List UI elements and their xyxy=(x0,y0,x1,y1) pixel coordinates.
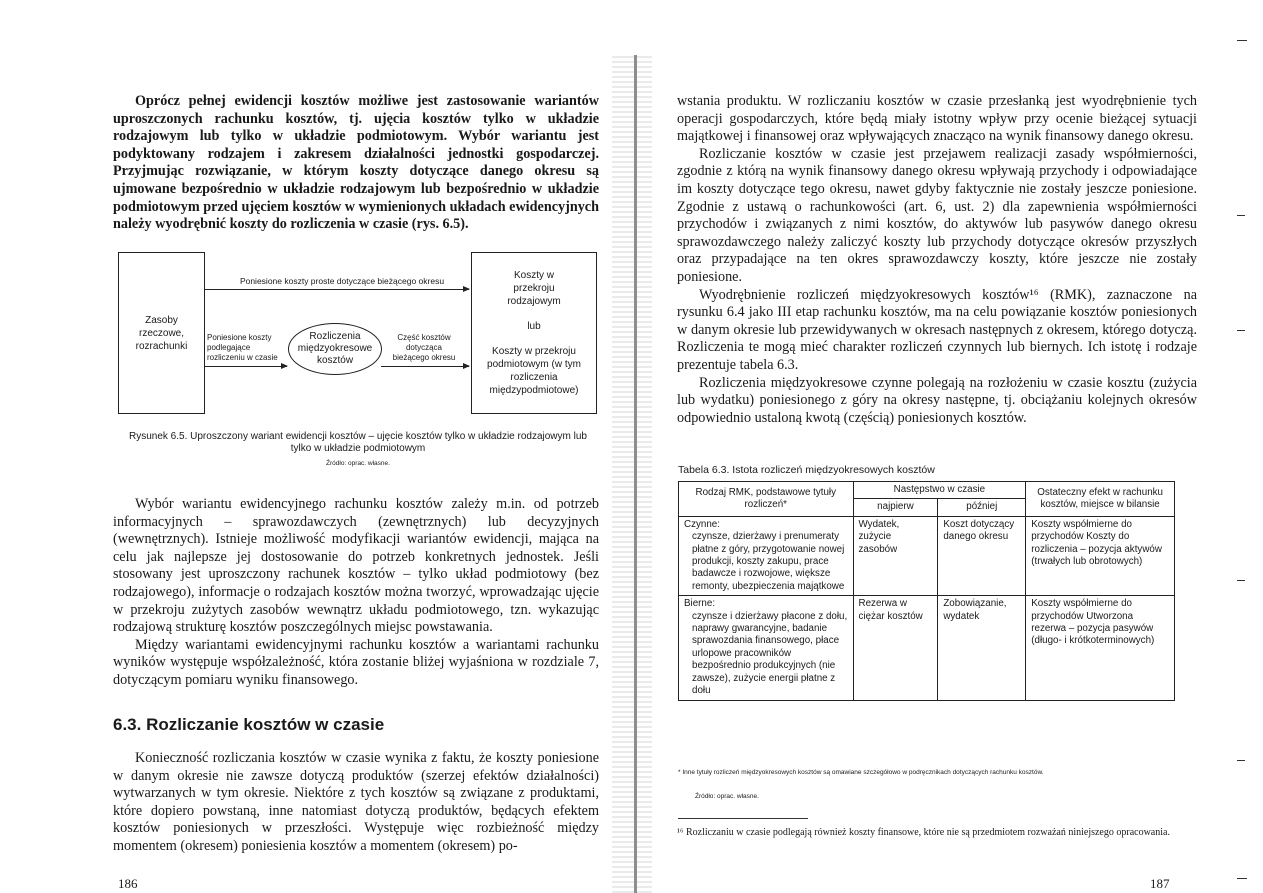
intro-paragraph: Oprócz pełnej ewidencji kosztów możliwe jest zastosowanie wariantów uproszczonych rachunku kosztów, tj. ujęcia kosztów tylko w układzie rodzajowym lub tylko w układzie podmiotowym. Wybór wariantu jest podyktowany rodzajem i zakresem działalności jednostki gospodarczej. Przyjmując rozwiązanie, w którym koszty dotyczące danego okresu są ujmowane bezpośrednio w układzie rodzajowym lub bezpośrednio w układzie podmiotowym przed ujęciem kosztów w wymienionych układach ewidencyjnych należy wyodrębnić koszty do rozliczenia w czasie (rys. 6.5). xyxy=(113,93,599,233)
arrow-direct-costs xyxy=(205,289,469,290)
table-row xyxy=(679,516,1175,595)
figure-box-costs-or: lub xyxy=(527,321,541,332)
scan-mark xyxy=(1237,40,1247,41)
arrow-current-costs xyxy=(381,366,469,367)
table-header-sequence: Następstwo w czasie xyxy=(853,482,1026,499)
rmk-table xyxy=(678,481,1175,701)
table-cell-later: Zobowiązanie, wydatek xyxy=(938,596,1026,700)
table-cell-later: Koszt dotyczący danego okresu xyxy=(938,516,1026,595)
table-cell-effect: Koszty współmierne do przychodów Koszty do rozliczenia – pozycja aktywów (trwałych lub obrotowych) xyxy=(1026,516,1175,595)
arrow-to-rmk xyxy=(205,366,287,367)
variants-paragraph: Wybór wariantu ewidencyjnego rachunku kosztów zależy m.in. od potrzeb informacyjnych – sprawozdawczych (zewnętrznych) lub decyzyjnych (wewnętrznych). Istnieje możliwość modyfikacji wariantów ewidencji, mająca na celu jak najlepsze jej dostosowanie do potrzeb konkretnych jednostek. Jeśli stosowany jest uproszczony rachunek kosztów – tylko układ podmiotowy (bez rodzajowego), informacje o rodzajach kosztów można tworzyć, wprowadzając ujęcie w przekroju zużytych zasobów wewnątrz układu podmiotowego, tzn. wykazując rodzajową strukturę kosztów poszczególnych miejsc powstawania. Między wariantami ewidencyjnymi rachunku kosztów a wariantami rachunku wyników występuje współzależność, która zostanie bliżej wyjaśniona w rozdziale 7, dotyczącym pomiaru wyniku finansowego. xyxy=(113,496,599,688)
right-page xyxy=(640,0,1263,893)
row-titles: czynsze i dzierżawy płacone z dołu, naprawy gwarancyjne, badanie sprawozdania finansowego, płace urlopowe pracowników bezpośrednio produkcyjnych (nie zawsze), zużycie energii płatne z dołu xyxy=(692,610,848,697)
arrow-bottom-right-label: Część kosztów dotycząca bieżącego okresu xyxy=(392,333,456,362)
row-label: Czynne: xyxy=(684,518,720,530)
section-heading: 6.3. Rozliczanie kosztów w czasie xyxy=(113,715,385,734)
table-row xyxy=(679,596,1175,700)
ellipse-rmk xyxy=(288,323,382,375)
page-number-right: 187 xyxy=(1150,876,1170,891)
figure-box-costs xyxy=(471,252,597,414)
table-cell-type xyxy=(679,596,854,700)
page-number-left: 186 xyxy=(118,876,138,891)
ellipse-rmk-text: Rozliczenia międzyokresowe kosztów xyxy=(297,331,373,366)
table-header-first: najpierw xyxy=(853,499,938,516)
table-header-row xyxy=(679,482,1175,499)
figure-source: Źródło: oprac. własne. xyxy=(326,460,390,467)
figure-box-resources xyxy=(118,252,205,414)
arrow-top-label: Poniesione koszty proste dotyczące bieżącego okresu xyxy=(239,276,445,286)
table-cell-first: Wydatek, zużycie zasobów xyxy=(853,516,938,595)
table-header-type: Rodzaj RMK, podstawowe tytuły rozliczeń* xyxy=(679,482,854,517)
figure-box-costs-bottom: Koszty w przekroju podmiotowym (w tym rozliczenia międzypodmiotowe) xyxy=(487,346,581,396)
table-note: * Inne tytuły rozliczeń międzyokresowych kosztów są omawiane szczegółowo w podręcznikach dotyczących rachunku kosztów. xyxy=(678,769,1044,776)
table-cell-effect: Koszty współmierne do przychodów Utworzona rezerwa – pozycja pasywów (długo- i krótkoterminowych) xyxy=(1026,596,1175,700)
footnote: ¹⁶ Rozliczaniu w czasie podlegają również koszty finansowe, które nie są przedmiotem rozważań niniejszego opracowania. xyxy=(677,827,1170,838)
scan-mark xyxy=(1237,330,1245,331)
scan-mark xyxy=(1237,878,1247,879)
figure-caption-text: Rysunek 6.5. Uproszczony wariant ewidencji kosztów – ujęcie kosztów tylko w układzie rodzajowym lub tylko w układzie podmiotowym xyxy=(129,431,587,454)
row-titles: czynsze, dzierżawy i prenumeraty płatne z góry, przygotowanie nowej produkcji, koszty zakupu, prace badawcze i rozwojowe, większe remonty, ubezpieczenia majątkowe xyxy=(692,531,845,592)
figure-box-resources-text: Zasoby rzeczowe, rozrachunki xyxy=(135,314,188,352)
table-header-later: później xyxy=(938,499,1026,516)
section-paragraph: Konieczność rozliczania kosztów w czasie wynika z faktu, że koszty poniesione w danym okresie nie zawsze dotyczą produktów (szerzej efektów działalności) wytwarzanych w tym okresie. Niektóre z tych kosztów są związane z produktami, które dopiero powstaną, inne natomiast dotyczą produktów, będących efektem kosztów poniesionych w przeszłości. Występuje więc rozbieżność między momentem (okresem) poniesienia kosztów a momentem (okresem) po- xyxy=(113,750,599,854)
table-cell-type xyxy=(679,516,854,595)
table-cell-first: Rezerwa w ciężar kosztów xyxy=(853,596,938,700)
scan-mark xyxy=(1237,580,1245,581)
figure-caption xyxy=(118,431,598,470)
row-label: Bierne: xyxy=(684,598,716,610)
table-source: Źródło: oprac. własne. xyxy=(695,793,759,800)
arrow-bottom-left-label: Poniesione koszty podlegające rozliczeniu w czasie xyxy=(207,333,278,362)
table-header-effect: Ostateczny efekt w rachunku kosztów, miejsce w bilansie xyxy=(1026,482,1175,517)
scan-mark xyxy=(1237,215,1245,216)
table-title: Tabela 6.3. Istota rozliczeń międzyokresowych kosztów xyxy=(678,464,935,476)
figure-box-costs-top: Koszty w przekroju rodzajowym xyxy=(507,270,561,307)
scan-mark xyxy=(1237,760,1245,761)
right-text-block: wstania produktu. W rozliczaniu kosztów w czasie przesłanką jest wyodrębnienie tych operacji gospodarczych, które będą miały istotny wpływ przy ocenie bieżącej sytuacji majątkowej i finansowej oraz wpływających znacząco na wynik finansowy danego okresu. Rozliczanie kosztów w czasie jest przejawem realizacji zasady współmierności, zgodnie z którą na wynik finansowy danego okresu wpływają przychody i odpowiadające im koszty dotyczące tego okresu, nawet gdyby faktycznie nie zostały jeszcze poniesione. Zgodnie z ustawą o rachunkowości (art. 6, ust. 2) dla zapewnienia współmierności przychodów i związanych z nimi kosztów, do aktywów lub pasywów danego okresu sprawozdawczego należy zaliczyć koszty lub przychody dotyczące okresów przyszłych oraz przypadające na ten okres sprawozdawczy koszty, które jeszcze nie zostały poniesione. Wyodrębnienie rozliczeń międzyokresowych kosztów¹⁶ (RMK), zaznaczone na rysunku 6.4 jako III etap rachunku kosztów, ma na celu powiązanie kosztów poniesionych w danym okresie lub przewidywanych w okresach następnych z okresem, którego dotyczą. Rozliczenia te mogą mieć charakter rozliczeń czynnych lub biernych. Ich istotę i rodzaje prezentuje tabela 6.3. Rozliczenia międzyokresowe czynne polegają na rozłożeniu w czasie kosztu (zużycia lub wydatku) poniesionego z góry na okresy następne, tj. obciążaniu kolejnych okresów odpowiednio ustaloną kwotą (częścią) poniesionych kosztów. xyxy=(677,93,1197,426)
footnote-rule xyxy=(678,818,808,819)
left-page xyxy=(0,0,622,893)
